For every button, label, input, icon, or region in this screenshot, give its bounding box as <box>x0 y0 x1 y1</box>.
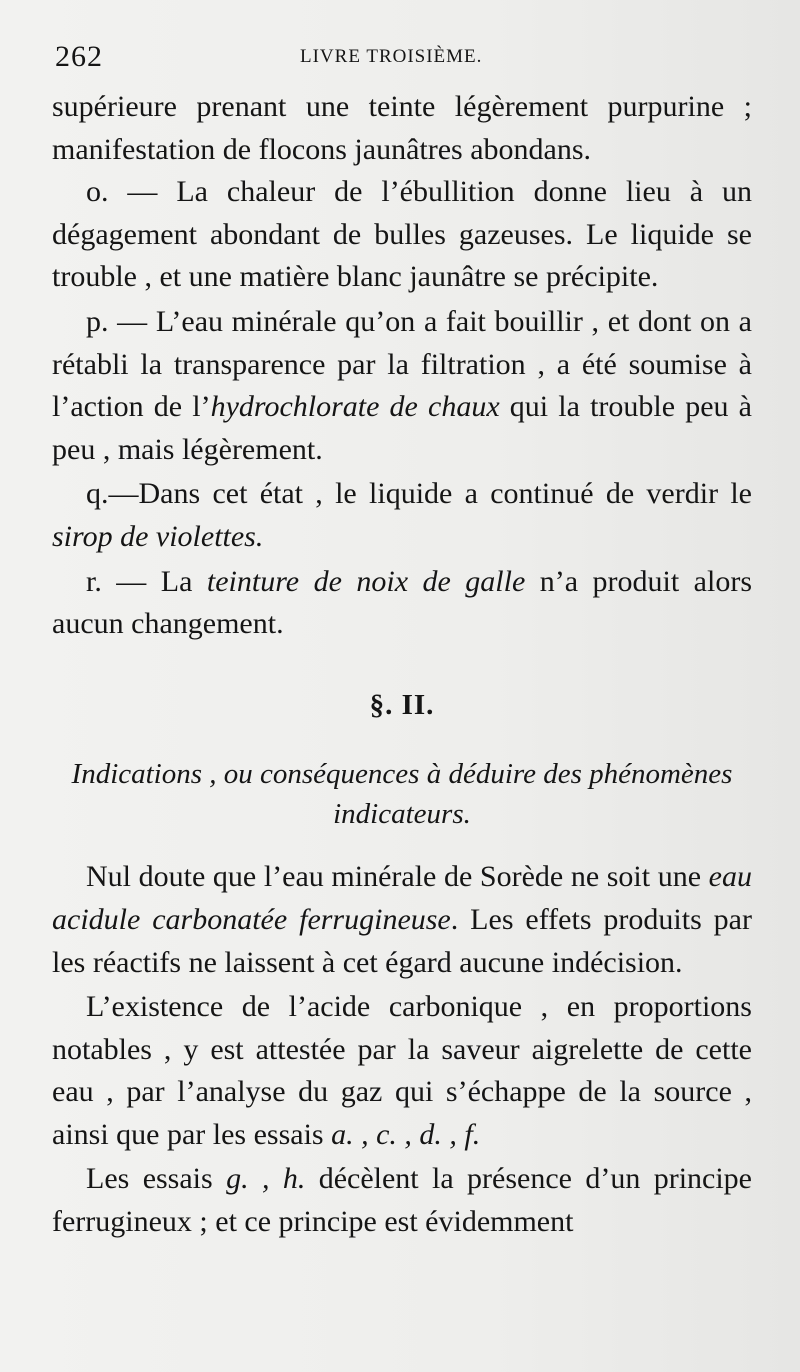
paragraph-nul-italic: eau acidule carbonatée ferrugineuse <box>52 860 752 936</box>
paragraph-essais-italic: g. , h. <box>226 1162 306 1196</box>
page-header <box>55 40 755 80</box>
section-subtitle: Indications , ou conséquences à déduire des phénomènes indicateurs. <box>71 758 733 831</box>
paragraph-p-text-a: p. — L’eau minérale qu’on a fait bouillir , et dont on a rétabli la transparence par la filtration , a été soumise à l’action de l’ <box>52 304 752 424</box>
paragraph-o: o. — La chaleur de l’ébullition donne lieu à un dégagement abondant de bulles gazeuses. Le liquide se trouble , et une matière blanc jaunâtre se précipite. <box>52 175 752 294</box>
paragraph-q <box>52 473 752 558</box>
paragraph-nul-text-a: Nul doute que l’eau minérale de Sorède ne soit une <box>86 860 709 894</box>
paragraph-q-italic: sirop de violettes. <box>52 519 264 553</box>
paragraph-r <box>52 561 752 646</box>
paragraph-existence <box>52 986 752 1156</box>
paragraph-r-italic: teinture de noix de galle <box>206 564 526 598</box>
section-heading: §. II. <box>369 688 435 721</box>
paragraph-r-text-a: r. — La <box>86 564 207 598</box>
paragraph-nul-text-b: . Les effets produits par les réactifs ne laissent à cet égard aucune indécision. <box>52 902 752 979</box>
paragraph-continuation: supérieure prenant une teinte légèrement purpurine ; manifestation de flocons jaunâtres abondans. <box>52 90 752 166</box>
paragraph-essais-text-b: décèlent la présence d’un principe ferrugineux ; et ce principe est évidemment <box>52 1162 753 1239</box>
paragraph-q-text-a: q.—Dans cet état , le liquide a continué de verdir le <box>86 477 752 511</box>
page-number: 262 <box>55 40 103 73</box>
paragraph-p-italic: hydrochlorate de chaux <box>210 390 500 424</box>
paragraph-existence-text-a: L’existence de l’acide carbonique , en proportions notables , y est attestée par la saveur aigrelette de cette eau , par l’analyse du gaz qui s’échappe de la source , ainsi que par les essais <box>52 990 752 1151</box>
paragraph-essais <box>52 1158 752 1243</box>
paragraph-essais-text-a: Les essais <box>86 1162 227 1196</box>
body-text <box>52 86 752 1244</box>
paragraph-existence-italic: a. , c. , d. , f. <box>331 1117 481 1151</box>
running-head: LIVRE TROISIÈME. <box>300 46 483 67</box>
paragraph-nul-doute <box>52 856 752 984</box>
paragraph-r-text-b: n’a produit alors aucun changement. <box>52 564 752 641</box>
paragraph-p-text-b: qui la trouble peu à peu , mais légèrement. <box>52 390 752 466</box>
paragraph-p <box>52 301 752 471</box>
